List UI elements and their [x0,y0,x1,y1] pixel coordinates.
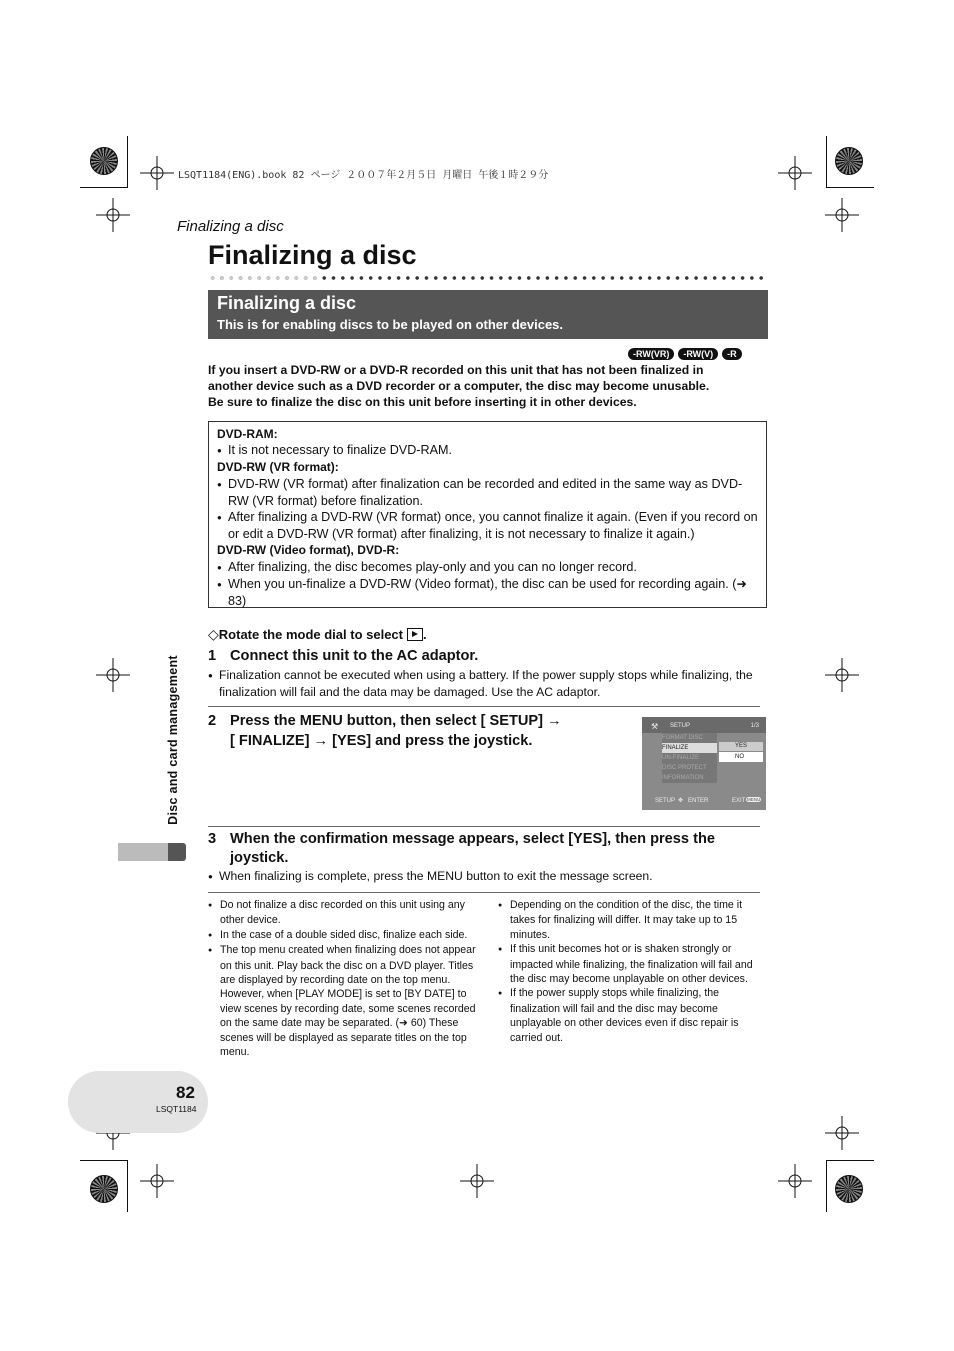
crosshair-mark [825,658,859,692]
notes-divider [208,892,760,893]
wrench-icon: ⚒ [651,722,659,731]
crop-mark [80,1160,128,1161]
disc-tag-rw-v: -RW(V) [678,348,718,360]
page-title: Finalizing a disc [208,240,417,270]
step-3-note: ● When finalizing is complete, press the MENU button to exit the message screen. [208,868,774,885]
menu-page: 1/3 [750,723,759,729]
dvd-ram-label: DVD-RAM: [217,427,278,441]
step-2 [208,711,562,751]
note-item: ● Do not finalize a disc recorded on this unit using any other device. [208,898,476,928]
step-number: 2 [208,713,217,729]
crosshair-mark [778,1164,812,1198]
crosshair-mark [140,156,174,190]
note-item: ● If this unit becomes hot or is shaken strongly or impacted while finalizing, the finalization will fail and the disc may become unplayable on other devices. [498,942,766,986]
step-text-line: Press the MENU button, then select [ SETUP] → [230,713,562,729]
step-3 [208,830,768,868]
step-1 [208,648,478,664]
step-text: When the confirmation message appears, select [YES], then press the joystick. [230,831,715,866]
step-divider [208,826,760,827]
file-header: LSQT1184(ENG).book 82 ページ ２００７年２月５日 月曜日 午後１時２９分 [178,170,549,181]
print-registration-ring [835,1175,863,1203]
page-number: 82 [176,1083,195,1102]
running-head: Finalizing a disc [177,218,284,235]
disc-type-tags [628,348,742,360]
section-subheading: This is for enabling discs to be played on other devices. [217,317,564,332]
info-bullet: ● DVD-RW (VR format) after finalization can be recorded and edited in the same way as DVD-RW (VR format) before finalization. [217,476,758,509]
print-registration-ring [835,147,863,175]
crop-mark [826,136,827,188]
step-number: 3 [208,831,217,847]
note-item: ● Depending on the condition of the disc, the time it takes for finalizing will differ. It may take up to 15 minutes. [498,898,766,942]
menu-footer-exit: EXIT [732,798,746,804]
crosshair-mark [825,1116,859,1150]
section-tab-marker [168,843,186,861]
page-code: LSQT1184 [156,1104,197,1114]
note-item: ● The top menu created when finalizing does not appear on this unit. Play back the disc on a DVD player. Titles are displayed by recording date on the top menu. However, when [PLAY MODE] is set to [BY DATE] to view scenes by recording date, some scenes recorded on the same date may be separated. (➜ 60) These scenes will be displayed as separate titles on the top menu. [208,943,476,1059]
info-bullet: ● It is not necessary to finalize DVD-RAM. [217,442,758,459]
crop-mark [127,1160,128,1212]
crop-mark [826,1160,874,1161]
menu-option-selected: YES [719,742,763,751]
menu-screen-illustration [642,717,766,810]
side-label-text: Disc and card management [166,655,180,825]
diamond-icon: ◇ [208,626,219,642]
section-heading: Finalizing a disc [217,293,357,313]
crop-mark [80,187,128,188]
notes-right-column [498,898,766,1045]
step-number: 1 [208,648,217,664]
dotted-divider-light [208,276,318,280]
note-item: ● If the power supply stops while finalizing, the finalization will fail and the disc may become unplayable on other devices even if disc repair is carried out. [498,986,766,1045]
menu-item: FORMAT DISC [662,733,717,743]
menu-item-selected: FINALIZE [662,743,717,753]
dvd-rw-vr-label: DVD-RW (VR format): [217,460,339,475]
dvd-rw-video-label: DVD-RW (Video format), DVD-R: [217,543,400,558]
step-1-note: ● Finalization cannot be executed when using a battery. If the power supply stops while finalizing, the finalization will fail and the data may be damaged. Use the AC adaptor. [208,667,774,700]
disc-tag-rw-vr: -RW(VR) [628,348,674,360]
playback-mode-icon [407,628,423,641]
crop-mark [127,136,128,188]
menu-header: SETUP [670,723,691,729]
mode-instruction-period: . [422,627,427,642]
crosshair-mark [96,198,130,232]
crosshair-mark [778,156,812,190]
step-text-line: [ FINALIZE] → [YES] and press the joystick. [230,733,533,749]
note-item: ● In the case of a double sided disc, finalize each side. [208,928,476,943]
disc-tag-r: -R [722,348,742,360]
menu-footer-setup: SETUP [655,798,676,804]
crosshair-mark [825,198,859,232]
warning-line: If you insert a DVD-RW or a DVD-R recorded on this unit that has not been finalized in [208,363,704,377]
step-divider [208,706,760,707]
menu-item: INFORMATION [662,773,717,783]
info-bullet: ● After finalizing, the disc becomes play-only and you can no longer record. [217,559,758,576]
mode-instruction-text: Rotate the mode dial to select [218,627,403,642]
crop-mark [826,187,874,188]
print-registration-ring [90,147,118,175]
disc-info-box [208,421,767,608]
side-section-label [158,645,188,835]
menu-footer-enter: ENTER [688,798,709,804]
section-banner [208,290,768,339]
warning-text [208,362,768,410]
crosshair-mark [140,1164,174,1198]
info-bullet: ● After finalizing a DVD-RW (VR format) once, you cannot finalize it again. (Even if you record on or edit a DVD-RW (VR format) after finalizing, it is not necessary to finalize it again.) [217,509,758,542]
print-registration-ring [90,1175,118,1203]
info-bullet: ● When you un-finalize a DVD-RW (Video format), the disc can be used for recording again. (➜ 83) [217,576,758,609]
crosshair-mark [96,658,130,692]
menu-option: NO [719,752,763,762]
joystick-icon: ✥ [678,798,684,804]
crop-mark [826,1160,827,1212]
mode-instruction [208,626,427,643]
notes-left-column [208,898,476,1059]
warning-line: Be sure to finalize the disc on this unit before inserting it in other devices. [208,395,637,409]
crosshair-mark [460,1164,494,1198]
step-text: Connect this unit to the AC adaptor. [230,648,479,664]
menu-button-icon: MENU [747,797,761,802]
menu-item: DISC PROTECT [662,763,717,773]
menu-item: UN-FINALIZE [662,753,717,763]
warning-line: another device such as a DVD recorder or a computer, the disc may become unusable. [208,379,710,393]
